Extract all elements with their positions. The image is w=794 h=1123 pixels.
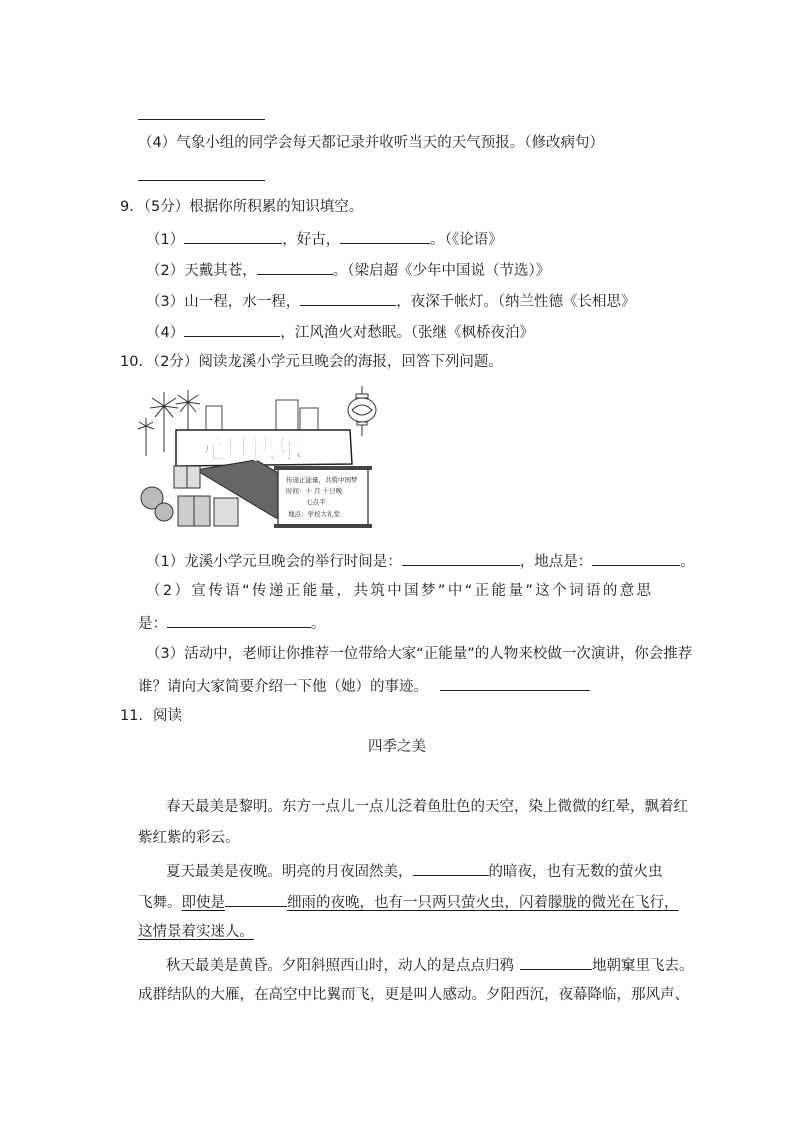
q8-item4: （4）气象小组的同学会每天都记录并收听当天的天气预报。（修改病句） xyxy=(138,135,604,151)
text: ，地点是： xyxy=(519,554,593,570)
q9-header: 9．（5分）根据你所积累的知识填空。 xyxy=(120,199,364,215)
text: 飞舞。 xyxy=(138,895,182,911)
q9-line1 xyxy=(146,228,503,250)
text: 谁？请向大家简要介绍一下他（她）的事迹。 xyxy=(138,679,428,695)
poster-time-2: 七点半 xyxy=(306,498,326,506)
q10-sub1 xyxy=(146,550,695,572)
text: 是： xyxy=(138,616,167,632)
passage-p1-line2: 紫红紫的彩云。 xyxy=(138,830,240,846)
fill-blank[interactable] xyxy=(184,321,280,337)
q11-header: 11．阅读 xyxy=(120,708,182,724)
fill-blank[interactable] xyxy=(167,612,311,628)
answer-line xyxy=(138,180,265,181)
text: 。 xyxy=(311,616,326,632)
q9-line4 xyxy=(146,321,534,343)
passage-p3-line2: 成群结队的大雁，在高空中比翼而飞，更是叫人感动。夕阳西沉，夜幕降临，那风声、 xyxy=(138,987,689,1003)
fill-blank[interactable] xyxy=(257,259,333,275)
text: 地朝窠里飞去。 xyxy=(592,958,694,974)
poster-time: 时间：十 月 十日晚 xyxy=(286,487,343,495)
fill-blank[interactable] xyxy=(300,290,396,306)
q10-sub3-line2 xyxy=(138,675,590,697)
answer-line xyxy=(138,119,265,120)
q10-sub2-line1: （2）宣传语“传递正能量，共筑中国梦”中“正能量”这个词语的意思 xyxy=(146,583,654,599)
q10-sub2-line2 xyxy=(138,612,326,634)
text: ，江风渔火对愁眠。（张继《枫桥夜泊》 xyxy=(280,325,534,341)
text: 夏天最美是夜晚。明亮的月夜固然美， xyxy=(166,864,413,880)
poster-title: 元旦快乐 xyxy=(198,435,303,465)
text: 秋天最美是黄昏。夕阳斜照西山时，动人的是点点归鸦 xyxy=(166,958,514,974)
fill-blank[interactable] xyxy=(184,228,282,244)
underlined-text: 即使是 xyxy=(181,895,225,911)
text: （4） xyxy=(146,325,185,341)
text: 。（梁启超《少年中国说（节选）》 xyxy=(332,263,551,279)
q10-sub3-line1: （3）活动中，老师让你推荐一位带给大家“正能量”的人物来校做一次演讲，你会推荐 xyxy=(146,646,693,662)
text: 。（《论语》 xyxy=(430,232,503,248)
fill-blank[interactable] xyxy=(440,675,590,691)
passage-p2-line3: 这情景着实迷人。 xyxy=(138,924,254,940)
poster-place: 地点：学校大礼堂 xyxy=(288,510,340,518)
text: 的暗夜，也有无数的萤火虫 xyxy=(488,864,663,880)
fill-blank[interactable] xyxy=(402,550,520,566)
passage-p1-line1: 春天最美是黎明。东方一点儿一点儿泛着鱼肚色的天空，染上微微的红晕，飘着红 xyxy=(166,799,688,815)
fill-blank[interactable] xyxy=(413,860,489,876)
text: 。 xyxy=(680,554,695,570)
new-year-poster xyxy=(136,386,386,532)
passage-p2-line1 xyxy=(166,860,663,882)
text: （3）山一程，水一程， xyxy=(146,294,301,310)
q9-line3 xyxy=(146,290,635,312)
passage-p3-line1 xyxy=(166,954,694,976)
underlined-text: 细雨的夜晚，也有一只两只萤火虫，闪着朦胧的微光在飞行， xyxy=(287,895,679,911)
passage-title: 四季之美 xyxy=(368,739,426,755)
passage-p2-line2 xyxy=(138,891,679,913)
lantern-icon xyxy=(348,386,376,436)
q9-line2 xyxy=(146,259,550,281)
text: （1） xyxy=(146,232,185,248)
fill-blank[interactable] xyxy=(592,550,680,566)
text: ，夜深千帐灯。（纳兰性德《长相思》 xyxy=(396,294,636,310)
text: （1）龙溪小学元旦晚会的举行时间是： xyxy=(146,554,402,570)
poster-slogan: 传递正能量，共筑中国梦 xyxy=(286,476,358,484)
text: （2）天戴其苍， xyxy=(146,263,257,279)
fill-blank[interactable] xyxy=(225,891,287,907)
fill-blank[interactable] xyxy=(520,954,592,970)
q10-header: 10．（2分）阅读龙溪小学元旦晚会的海报，回答下列问题。 xyxy=(120,354,503,370)
text: ，好古， xyxy=(282,232,341,248)
fill-blank[interactable] xyxy=(340,228,430,244)
